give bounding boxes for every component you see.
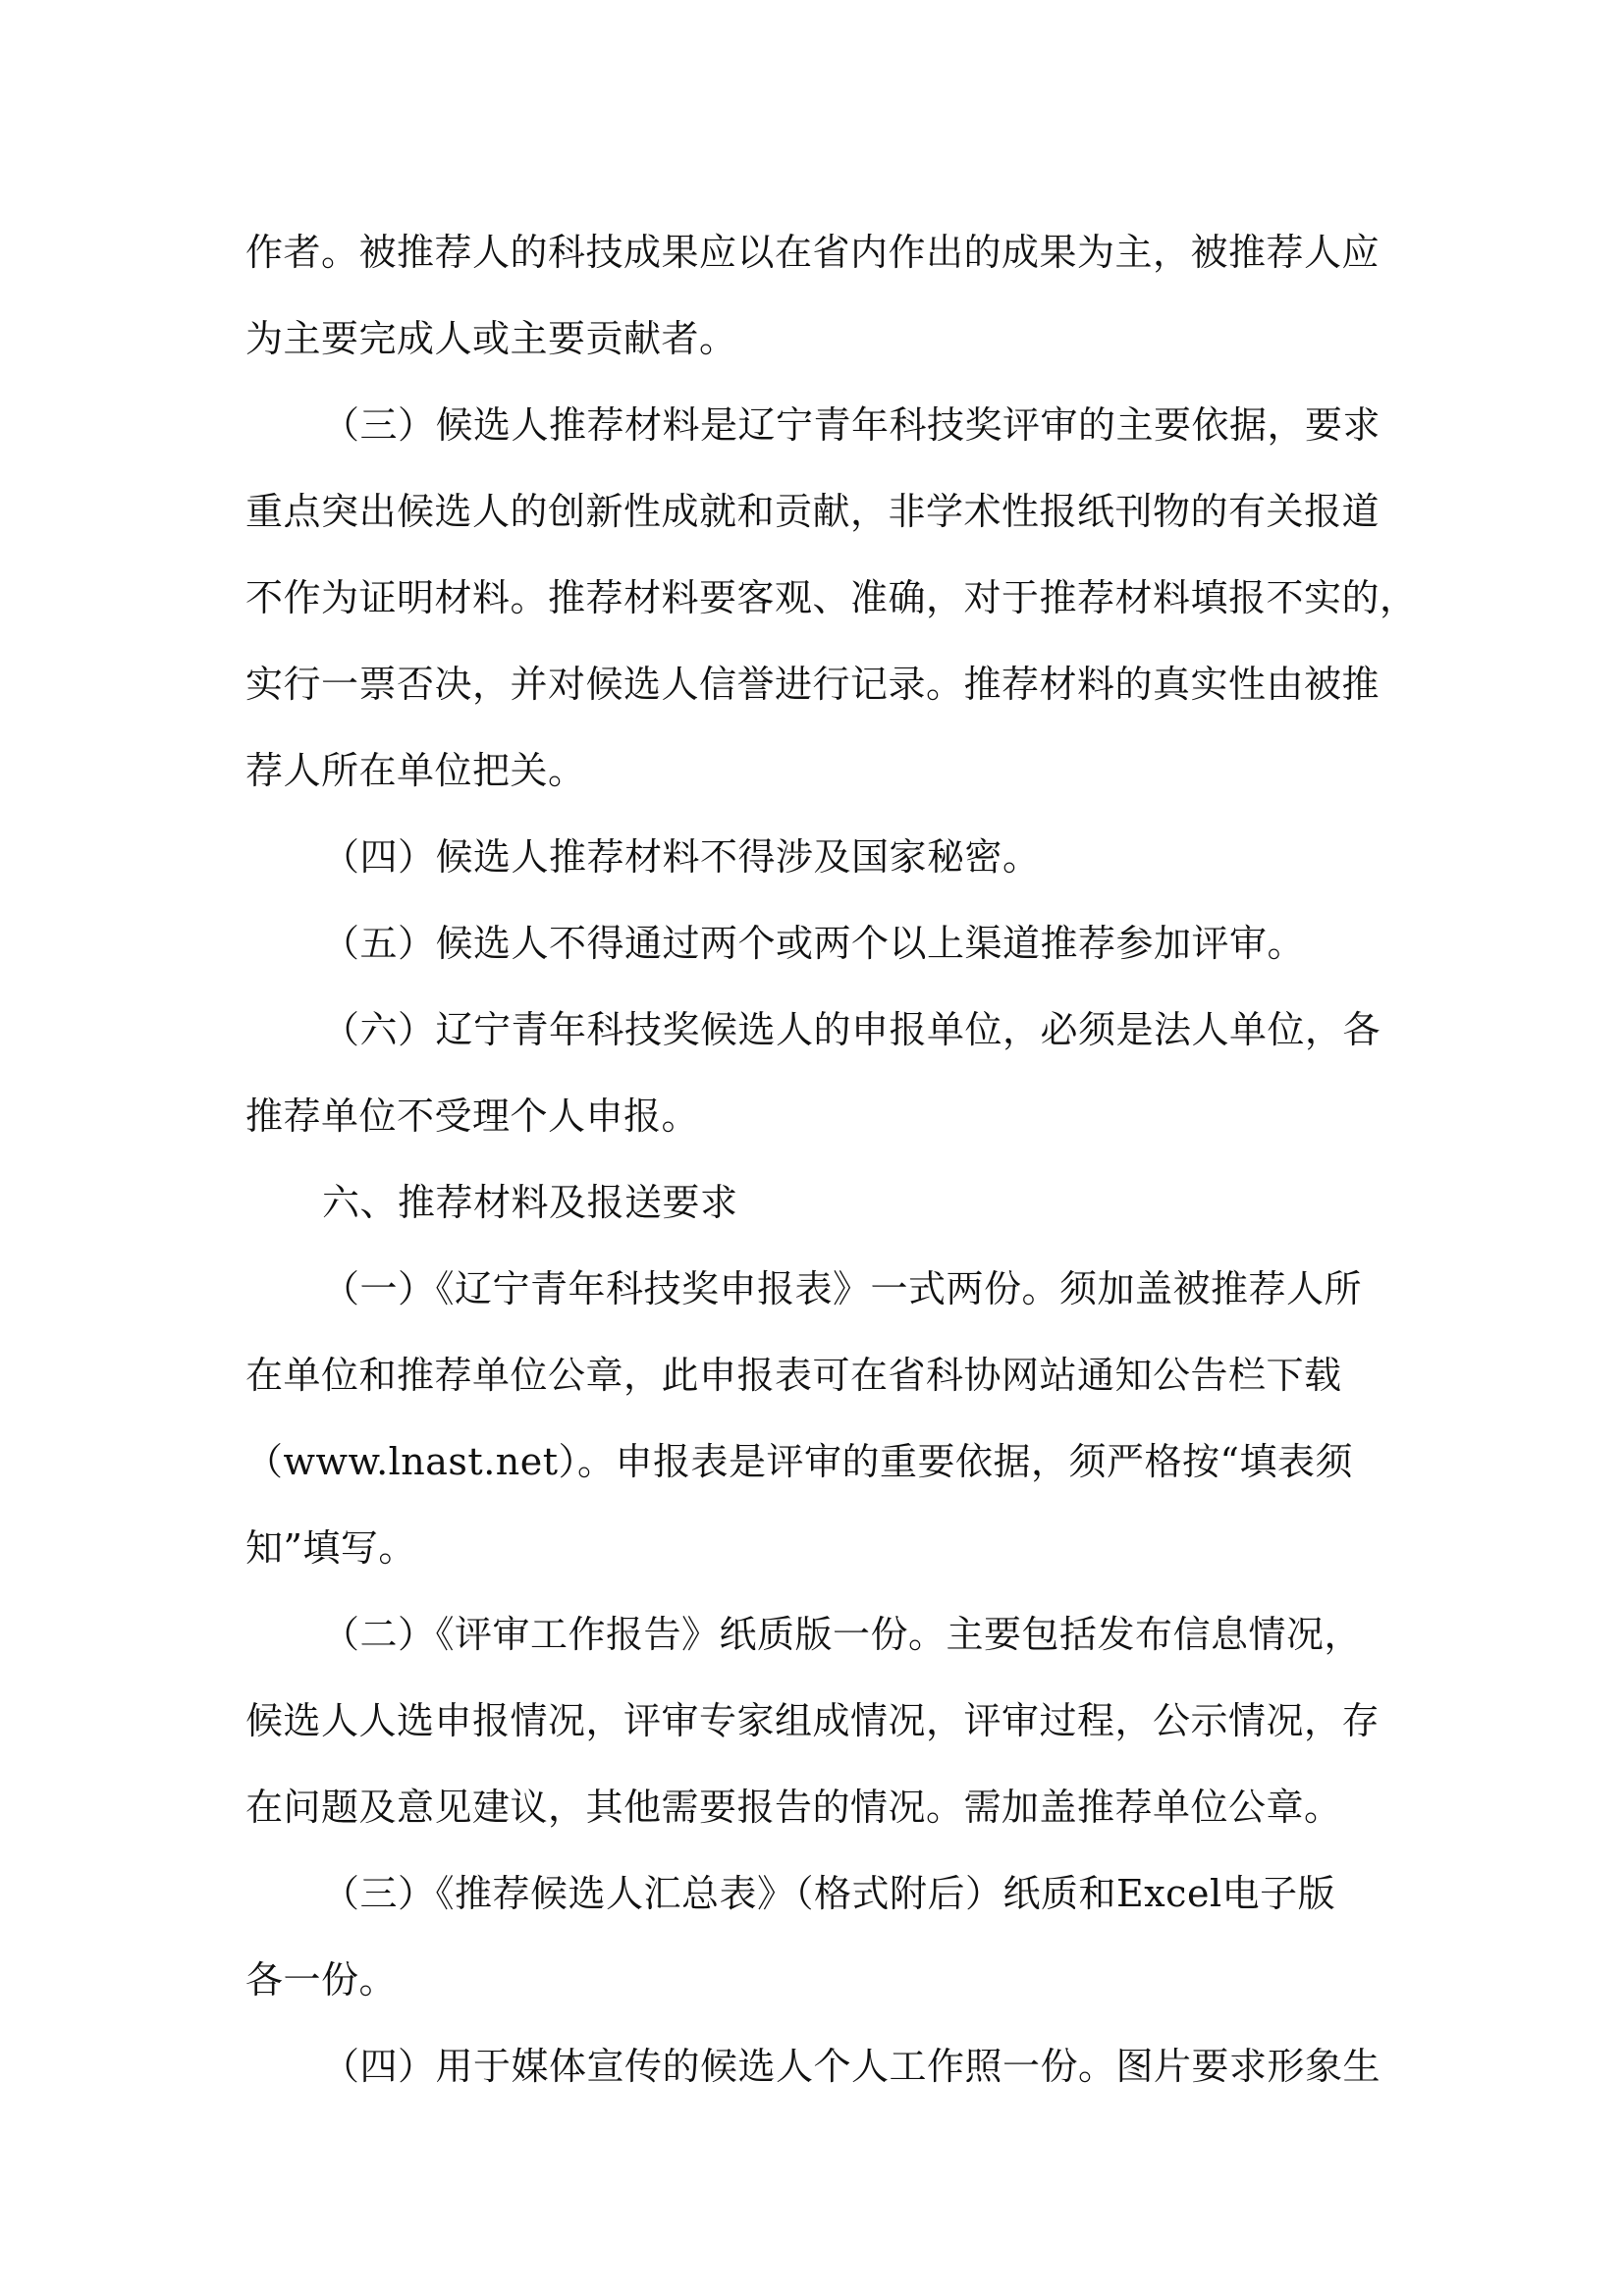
section-heading: 六、推荐材料及报送要求: [322, 1181, 738, 1224]
paragraph-start: （四）用于媒体宣传的候选人个人工作照一份。图片要求形象生: [322, 2045, 1381, 2088]
text-line: 候选人人选申报情况，评审专家组成情况，评审过程，公示情况，存: [245, 1699, 1380, 1742]
text-line: 实行一票否决，并对候选人信誉进行记录。推荐材料的真实性由被推: [245, 663, 1380, 706]
paragraph-start: （二）《评审工作报告》纸质版一份。主要包括发布信息情况，: [322, 1613, 1363, 1656]
text-line: 荐人所在单位把关。: [245, 749, 586, 792]
text-line: （www.lnast.net）。申报表是评审的重要依据，须严格按“填表须: [245, 1440, 1353, 1483]
paragraph-start: （一）《辽宁青年科技奖申报表》一式两份。须加盖被推荐人所: [322, 1267, 1363, 1310]
document-body: [245, 209, 1418, 2109]
text-line: 在单位和推荐单位公章，此申报表可在省科协网站通知公告栏下载: [245, 1354, 1342, 1397]
paragraph-start: （三）候选人推荐材料是辽宁青年科技奖评审的主要依据，要求: [322, 403, 1381, 447]
text-line: 在问题及意见建议，其他需要报告的情况。需加盖推荐单位公章。: [245, 1786, 1342, 1829]
paragraph-start: （三）《推荐候选人汇总表》（格式附后）纸质和Excel电子版: [322, 1872, 1336, 1915]
paragraph-start: （四）候选人推荐材料不得涉及国家秘密。: [322, 835, 1041, 879]
text-line: 重点突出候选人的创新性成就和贡献，非学术性报纸刊物的有关报道: [245, 490, 1380, 533]
text-line: 不作为证明材料。推荐材料要客观、准确，对于推荐材料填报不实的，: [245, 576, 1418, 619]
paragraph-start: （六）辽宁青年科技奖候选人的申报单位，必须是法人单位，各: [322, 1008, 1381, 1051]
text-line: 作者。被推荐人的科技成果应以在省内作出的成果为主，被推荐人应: [245, 231, 1380, 274]
text-line: 各一份。: [245, 1958, 398, 2002]
text-line: 为主要完成人或主要贡献者。: [245, 317, 737, 360]
text-line: 推荐单位不受理个人申报。: [245, 1095, 700, 1138]
paragraph-start: （五）候选人不得通过两个或两个以上渠道推荐参加评审。: [322, 922, 1306, 965]
text-line: 知”填写。: [245, 1526, 416, 1570]
